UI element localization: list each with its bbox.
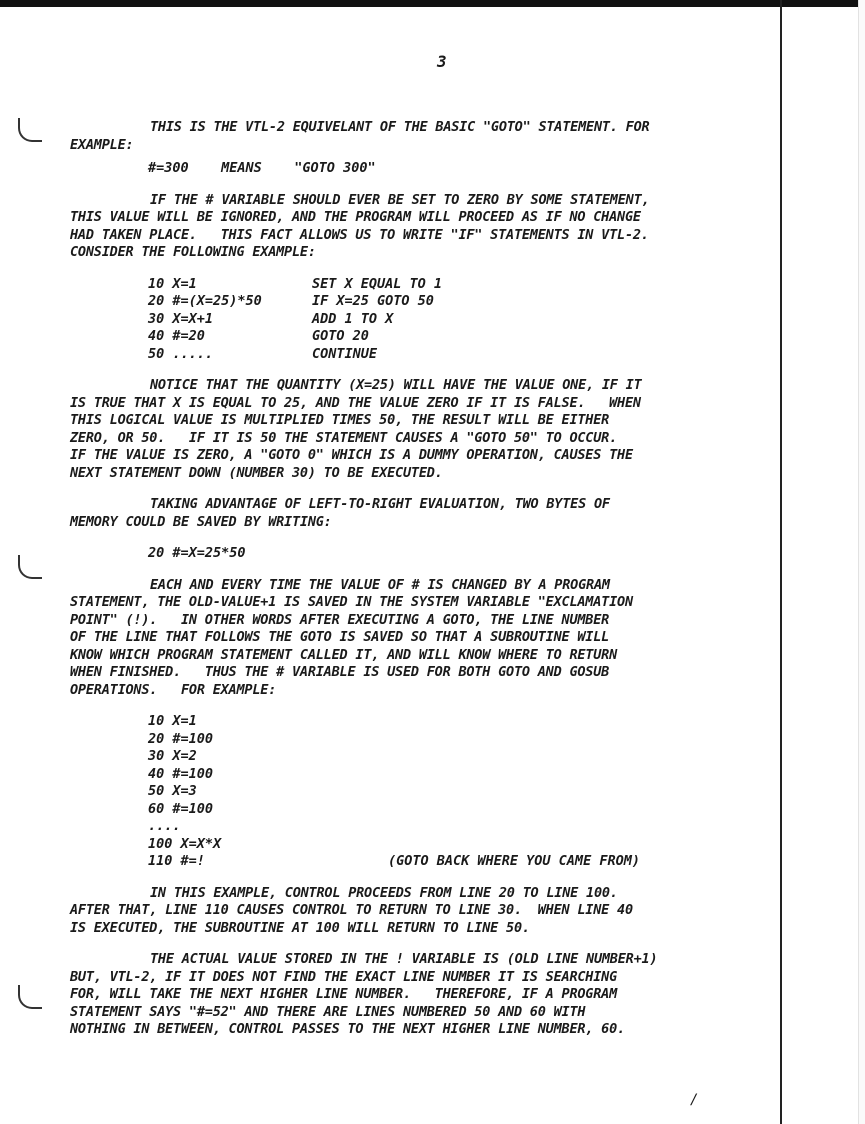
code-comment: GOTO 20	[312, 328, 369, 344]
paragraph-line: THIS LOGICAL VALUE IS MULTIPLIED TIMES 50, THE RESULT WILL BE EITHER	[70, 412, 610, 428]
paragraph-line: IN THIS EXAMPLE, CONTROL PROCEEDS FROM LINE 20 TO LINE 100.	[150, 884, 618, 901]
code-comment: ADD 1 TO X	[312, 310, 394, 327]
code-statement: 110 #=!	[148, 853, 205, 869]
code-line: 30 X=2	[148, 748, 197, 764]
code-line	[70, 276, 792, 294]
paragraph-line: BUT, VTL-2, IF IT DOES NOT FIND THE EXACT LINE NUMBER IT IS SEARCHING	[70, 968, 618, 985]
paragraph-line: ZERO, OR 50. IF IT IS 50 THE STATEMENT CAUSES A "GOTO 50" TO OCCUR.	[70, 429, 618, 446]
code-comment: (GOTO BACK WHERE YOU CAME FROM)	[388, 853, 640, 869]
paragraph-line: NEXT STATEMENT DOWN (NUMBER 30) TO BE EXECUTED.	[70, 464, 443, 481]
code-statement: 30 X=X+1	[148, 310, 214, 327]
paragraph-line: MEMORY COULD BE SAVED BY WRITING:	[70, 513, 332, 530]
code-line: 40 #=100	[148, 765, 214, 782]
paragraph-line: THIS IS THE VTL-2 EQUIVELANT OF THE BASIC "GOTO" STATEMENT. FOR	[150, 119, 650, 135]
page-number: 3	[437, 52, 447, 71]
code-statement: 20 #=(X=25)*50	[148, 293, 262, 309]
code-line	[70, 293, 792, 311]
code-line: 100 X=X*X	[148, 835, 222, 852]
code-line: 10 X=1	[148, 713, 197, 729]
code-statement: 10 X=1	[148, 275, 197, 292]
code-example: 20 #=X=25*50	[148, 545, 246, 561]
code-line: 60 #=100	[148, 800, 214, 817]
paragraph-line: TAKING ADVANTAGE OF LEFT-TO-RIGHT EVALUATION, TWO BYTES OF	[150, 496, 610, 512]
paragraph-line: OPERATIONS. FOR EXAMPLE:	[70, 681, 277, 698]
code-statement: 40 #=20	[148, 328, 205, 344]
page-mark: /	[690, 1092, 699, 1108]
top-border	[0, 0, 865, 7]
code-statement: 50 .....	[148, 345, 214, 362]
code-comment: IF X=25 GOTO 50	[312, 293, 434, 309]
page-edge	[858, 0, 865, 1124]
code-comment: SET X EQUAL TO 1	[312, 275, 443, 292]
paragraph-line: OF THE LINE THAT FOLLOWS THE GOTO IS SAVED SO THAT A SUBROUTINE WILL	[70, 629, 610, 645]
binder-hole-mark-middle	[18, 555, 42, 579]
paragraph-line: STATEMENT SAYS "#=52" AND THERE ARE LINES NUMBERED 50 AND 60 WITH	[70, 1003, 586, 1020]
document-body	[70, 119, 792, 1039]
paragraph-line: IS EXECUTED, THE SUBROUTINE AT 100 WILL RETURN TO LINE 50.	[70, 919, 530, 936]
binder-hole-mark-top	[18, 118, 42, 142]
code-line	[70, 328, 792, 346]
paragraph-line: FOR, WILL TAKE THE NEXT HIGHER LINE NUMBER. THEREFORE, IF A PROGRAM	[70, 986, 618, 1002]
code-line	[70, 853, 792, 871]
paragraph-line: CONSIDER THE FOLLOWING EXAMPLE:	[70, 244, 316, 260]
paragraph-line: KNOW WHICH PROGRAM STATEMENT CALLED IT, AND WILL KNOW WHERE TO RETURN	[70, 646, 618, 663]
paragraph-line: STATEMENT, THE OLD-VALUE+1 IS SAVED IN THE SYSTEM VARIABLE "EXCLAMATION	[70, 594, 633, 610]
paragraph-line: NOTHING IN BETWEEN, CONTROL PASSES TO THE NEXT HIGHER LINE NUMBER, 60.	[70, 1021, 625, 1037]
code-line	[70, 346, 792, 364]
paragraph-line: HAD TAKEN PLACE. THIS FACT ALLOWS US TO WRITE "IF" STATEMENTS IN VTL-2.	[70, 226, 649, 243]
paragraph-line: IS TRUE THAT X IS EQUAL TO 25, AND THE VALUE ZERO IF IT IS FALSE. WHEN	[70, 394, 641, 411]
paragraph-line: EXAMPLE:	[70, 136, 134, 153]
paragraph-line: IF THE VALUE IS ZERO, A "GOTO 0" WHICH IS A DUMMY OPERATION, CAUSES THE	[70, 447, 633, 463]
paragraph-line: THIS VALUE WILL BE IGNORED, AND THE PROGRAM WILL PROCEED AS IF NO CHANGE	[70, 209, 641, 225]
code-line: ....	[148, 818, 181, 834]
paragraph-line: EACH AND EVERY TIME THE VALUE OF # IS CHANGED BY A PROGRAM	[150, 576, 610, 593]
paragraph-line: POINT" (!). IN OTHER WORDS AFTER EXECUTING A GOTO, THE LINE NUMBER	[70, 611, 610, 628]
code-line	[70, 311, 792, 329]
binder-hole-mark-bottom	[18, 985, 42, 1009]
paragraph-line: NOTICE THAT THE QUANTITY (X=25) WILL HAVE THE VALUE ONE, IF IT	[150, 377, 642, 393]
code-example: #=300 MEANS "GOTO 300"	[148, 160, 376, 176]
code-line: 50 X=3	[148, 783, 197, 799]
paragraph-line: IF THE # VARIABLE SHOULD EVER BE SET TO ZERO BY SOME STATEMENT,	[150, 191, 650, 208]
paragraph-line: THE ACTUAL VALUE STORED IN THE ! VARIABLE IS (OLD LINE NUMBER+1)	[150, 951, 658, 967]
paragraph-line: WHEN FINISHED. THUS THE # VARIABLE IS USED FOR BOTH GOTO AND GOSUB	[70, 664, 610, 680]
code-comment: CONTINUE	[312, 345, 378, 362]
paragraph-line: AFTER THAT, LINE 110 CAUSES CONTROL TO RETURN TO LINE 30. WHEN LINE 40	[70, 902, 633, 918]
code-line: 20 #=100	[148, 730, 214, 747]
